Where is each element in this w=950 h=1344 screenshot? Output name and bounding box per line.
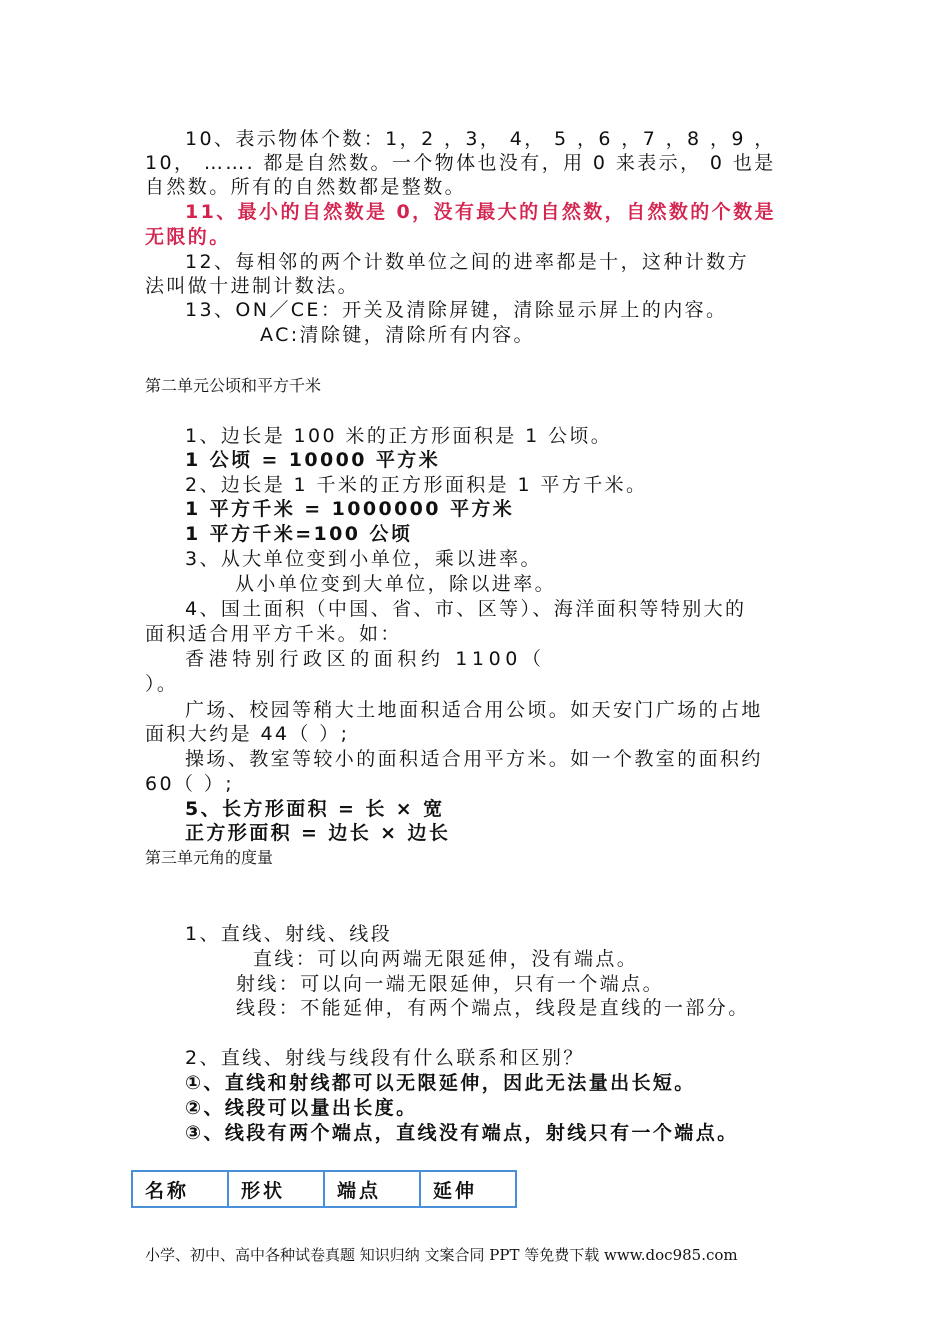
unit2-heading: 第二单元公顷和平方千米 bbox=[145, 376, 322, 395]
unit2-line: 面积大约是 44（ ）; bbox=[145, 723, 350, 745]
unit2-line: 1 平方千米=100 公顷 bbox=[185, 523, 413, 545]
unit2-line: ）。 bbox=[145, 673, 179, 695]
unit3-line: 直线：可以向两端无限延伸，没有端点。 bbox=[253, 948, 639, 970]
unit2-line: 正方形面积 = 边长 × 边长 bbox=[185, 822, 451, 844]
unit3-line: ②、线段可以量出长度。 bbox=[185, 1097, 418, 1119]
item-10-line3: 自然数。所有的自然数都是整数。 bbox=[145, 176, 467, 198]
unit2-line: 5、长方形面积 = 长 × 宽 bbox=[185, 798, 445, 820]
unit2-line: 4、国土面积（中国、省、市、区等）、海洋面积等特别大的 bbox=[185, 598, 747, 620]
item-12-line2: 法叫做十进制计数法。 bbox=[145, 275, 360, 297]
unit3-line: 2、直线、射线与线段有什么联系和区别？ bbox=[185, 1047, 585, 1069]
unit2-line: 从小单位变到大单位，除以进率。 bbox=[235, 573, 557, 595]
unit2-line: 60（ ）; bbox=[145, 773, 235, 795]
unit3-line: 射线：可以向一端无限延伸，只有一个端点。 bbox=[236, 973, 665, 995]
unit2-line: 3、从大单位变到小单位，乘以进率。 bbox=[185, 548, 542, 570]
unit2-line: 操场、教室等较小的面积适合用平方米。如一个教室的面积约 bbox=[185, 748, 763, 770]
table-header-cell: 名称 bbox=[132, 1171, 228, 1207]
unit2-line: 2、边长是 1 千米的正方形面积是 1 平方千米。 bbox=[185, 474, 648, 496]
item-12-line1: 12、每相邻的两个计数单位之间的进率都是十，这种计数方 bbox=[185, 251, 749, 273]
unit3-line: 1、直线、射线、线段 bbox=[185, 923, 393, 945]
item-11-line1: 11、最小的自然数是 0，没有最大的自然数，自然数的个数是 bbox=[185, 201, 776, 223]
table-header-cell: 端点 bbox=[324, 1171, 420, 1207]
item-10-line1: 10、表示物体个数：1，2 ，3， 4， 5 ，6 ，7 ，8 ，9 ， bbox=[185, 128, 776, 150]
unit3-line: 线段：不能延伸，有两个端点，线段是直线的一部分。 bbox=[236, 997, 750, 1019]
table-header-cell: 延伸 bbox=[420, 1171, 516, 1207]
item-13-line2: AC:清除键，清除所有内容。 bbox=[260, 324, 535, 346]
unit2-line: 广场、校园等稍大土地面积适合用公顷。如天安门广场的占地 bbox=[185, 699, 763, 721]
table-header-cell: 形状 bbox=[228, 1171, 324, 1207]
unit2-line: 香港特别行政区的面积约 1100（ bbox=[185, 648, 546, 670]
unit3-line: ③、线段有两个端点，直线没有端点，射线只有一个端点。 bbox=[185, 1122, 739, 1144]
unit2-line: 1 公顷 = 10000 平方米 bbox=[185, 449, 441, 471]
unit2-line: 面积适合用平方千米。如： bbox=[145, 623, 402, 645]
unit3-line: ①、直线和射线都可以无限延伸，因此无法量出长短。 bbox=[185, 1072, 696, 1094]
unit2-line: 1、边长是 100 米的正方形面积是 1 公顷。 bbox=[185, 425, 613, 447]
unit3-heading: 第三单元角的度量 bbox=[145, 848, 274, 867]
item-11-line2: 无限的。 bbox=[145, 226, 231, 248]
item-10-line2: 10， ……. 都是自然数。一个物体也没有，用 0 来表示， 0 也是 bbox=[145, 152, 776, 174]
table-header-row bbox=[132, 1171, 516, 1207]
unit2-line: 1 平方千米 = 1000000 平方米 bbox=[185, 498, 515, 520]
page-footer: 小学、初中、高中各种试卷真题 知识归纳 文案合同 PPT 等免费下载 www.doc985.com bbox=[145, 1246, 738, 1264]
item-13-line1: 13、ON／CE：开关及清除屏键，清除显示屏上的内容。 bbox=[185, 299, 728, 321]
line-comparison-table bbox=[131, 1170, 517, 1208]
